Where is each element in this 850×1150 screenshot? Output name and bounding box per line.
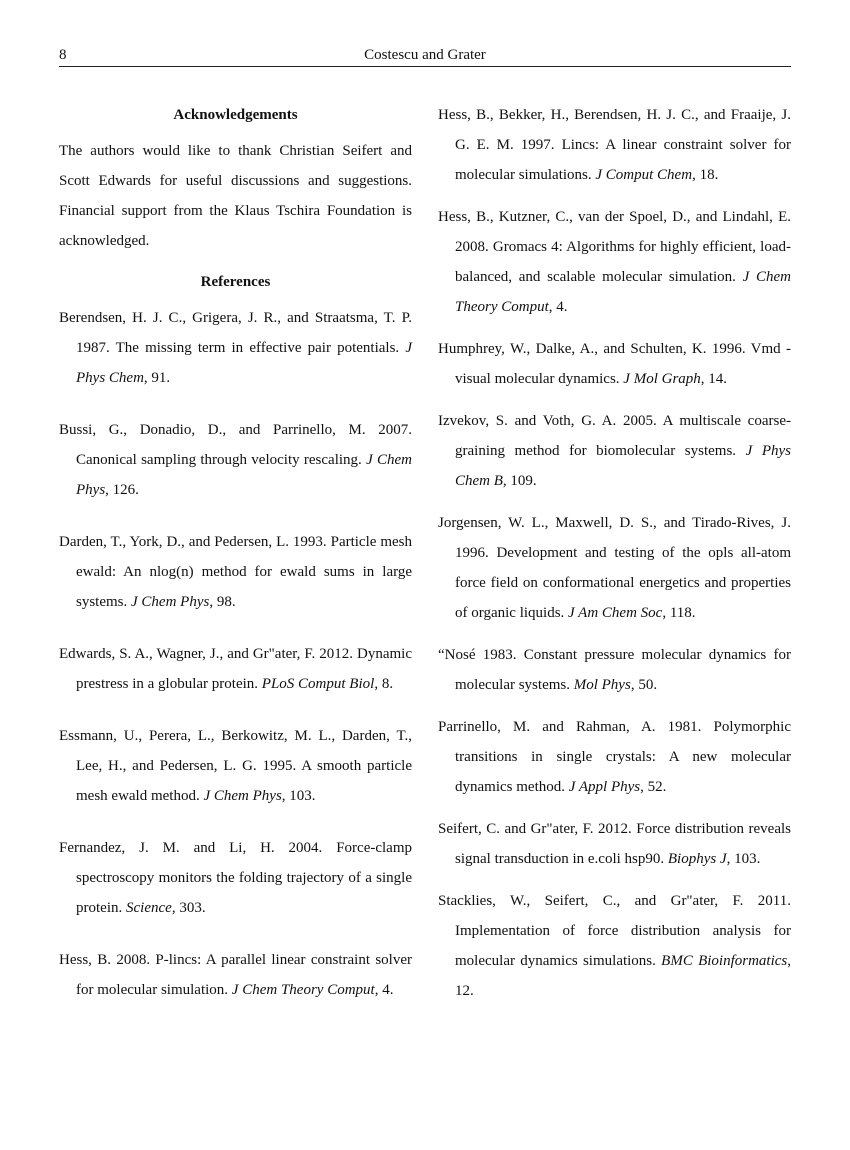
reference-entry [438, 100, 791, 190]
reference-volume: , 126. [105, 482, 139, 498]
reference-entry [438, 508, 791, 628]
reference-text: Humphrey, W., Dalke, A., and Schulten, K. 1996. Vmd - visual molecular dynamics. [438, 341, 791, 387]
reference-text: Stacklies, W., Seifert, C., and Gr"ater, F. 2011. Implementation of force distribution analysis for molecular dynamics simulations. [438, 893, 791, 969]
reference-journal: PLoS Comput Biol [261, 676, 375, 692]
reference-volume: , 109. [502, 473, 537, 489]
reference-entry [438, 406, 791, 496]
reference-volume: , 4. [548, 299, 568, 315]
reference-volume: , 118. [662, 605, 696, 621]
reference-text: Berendsen, H. J. C., Grigera, J. R., and Straatsma, T. P. 1987. The missing term in effective pair potentials. [59, 310, 412, 356]
reference-text: Fernandez, J. M. and Li, H. 2004. Force-clamp spectroscopy monitors the folding trajectory of a single protein. [59, 840, 412, 916]
reference-volume: , 14. [700, 371, 728, 387]
reference-journal: J Phys Chem B [455, 443, 791, 489]
reference-entry [59, 415, 412, 505]
reference-entry [438, 886, 791, 1006]
reference-entry [59, 945, 412, 1005]
reference-journal: J Chem Phys [203, 788, 282, 804]
reference-entry [438, 202, 791, 322]
reference-journal: J Chem Theory Comput [231, 982, 375, 998]
reference-journal: J Phys Chem [76, 340, 412, 386]
reference-text: Essmann, U., Perera, L., Berkowitz, M. L., Darden, T., Lee, H., and Pedersen, L. G. 1995. A smooth particle mesh ewald method. [59, 728, 412, 804]
reference-journal: Mol Phys [573, 677, 631, 693]
left-column [59, 100, 412, 1027]
reference-text: Parrinello, M. and Rahman, A. 1981. Polymorphic transitions in single crystals: A new molecular dynamics method. [438, 719, 791, 795]
reference-entry [438, 640, 791, 700]
reference-entry [59, 639, 412, 699]
reference-volume: , 4. [374, 982, 394, 998]
reference-volume: , 8. [374, 676, 394, 692]
reference-list-right [438, 100, 791, 1006]
reference-journal: J Chem Phys [131, 594, 210, 610]
running-title: Costescu and Grater [364, 47, 486, 63]
reference-volume: , 50. [630, 677, 658, 693]
reference-text: “Nosé 1983. Constant pressure molecular dynamics for molecular systems. [438, 647, 791, 693]
reference-journal: J Chem Phys [76, 452, 412, 498]
reference-volume: , 52. [640, 779, 667, 795]
reference-volume: , 12. [455, 953, 791, 999]
reference-text: Edwards, S. A., Wagner, J., and Gr"ater, F. 2012. Dynamic prestress in a globular protein. [59, 646, 412, 692]
reference-text: Darden, T., York, D., and Pedersen, L. 1993. Particle mesh ewald: An nlog(n) method for ewald sums in large systems. [59, 534, 412, 610]
reference-list-left [59, 303, 412, 1005]
references-heading: References [200, 274, 271, 290]
reference-entry [59, 303, 412, 393]
right-column [438, 100, 791, 1018]
reference-journal: Science [126, 900, 172, 916]
reference-journal: J Mol Graph [623, 371, 701, 387]
acknowledgements-heading: Acknowledgements [173, 107, 298, 123]
reference-journal: J Comput Chem [595, 167, 693, 183]
reference-volume: , 103. [281, 788, 316, 804]
reference-text: Hess, B. 2008. P-lincs: A parallel linear constraint solver for molecular simulation. [59, 952, 412, 998]
reference-entry [59, 833, 412, 923]
running-header [59, 46, 791, 67]
reference-text: Izvekov, S. and Voth, G. A. 2005. A multiscale coarse-graining method for biomolecular systems. [438, 413, 791, 459]
reference-volume: , 98. [209, 594, 236, 610]
page-number: 8 [59, 47, 67, 63]
reference-entry [438, 712, 791, 802]
acknowledgements-text: The authors would like to thank Christian Seifert and Scott Edwards for useful discussions and suggestions. Financial support from the Klaus Tschira Foundation is acknowledged. [59, 143, 412, 249]
reference-text: Bussi, G., Donadio, D., and Parrinello, M. 2007. Canonical sampling through velocity rescaling. [59, 422, 412, 468]
reference-text: Hess, B., Kutzner, C., van der Spoel, D., and Lindahl, E. 2008. Gromacs 4: Algorithms for highly efficient, load-balanced, and scalable molecular simulation. [438, 209, 791, 285]
reference-volume: , 303. [171, 900, 206, 916]
reference-journal: J Am Chem Soc [568, 605, 663, 621]
reference-journal: Biophys J [667, 851, 727, 867]
reference-text: Seifert, C. and Gr"ater, F. 2012. Force distribution reveals signal transduction in e.coli hsp90. [438, 821, 791, 867]
reference-volume: , 18. [692, 167, 719, 183]
reference-volume: , 91. [143, 370, 171, 386]
reference-text: Hess, B., Bekker, H., Berendsen, H. J. C., and Fraaije, J. G. E. M. 1997. Lincs: A linear constraint solver for molecular simulations. [438, 107, 791, 183]
reference-journal: J Chem Theory Comput [455, 269, 792, 315]
reference-entry [59, 527, 412, 617]
reference-text: Jorgensen, W. L., Maxwell, D. S., and Tirado-Rives, J. 1996. Development and testing of the opls all-atom force field on conformational energetics and properties of organic liquids. [438, 515, 791, 621]
reference-entry [438, 334, 791, 394]
reference-entry [59, 721, 412, 811]
reference-volume: , 103. [726, 851, 761, 867]
reference-entry [438, 814, 791, 874]
reference-journal: BMC Bioinformatics [661, 953, 788, 969]
reference-journal: J Appl Phys [568, 779, 641, 795]
